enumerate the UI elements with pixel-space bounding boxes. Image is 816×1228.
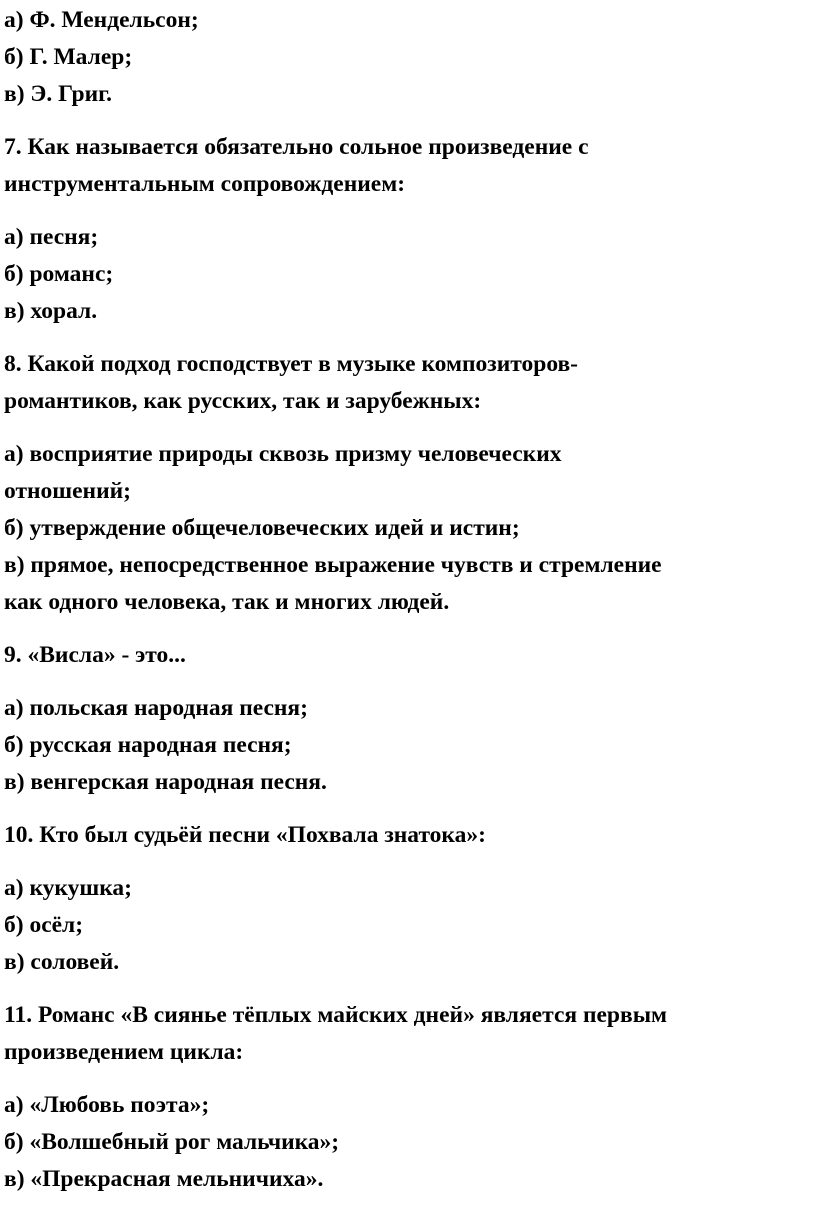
q7-option-b: б) романс; — [4, 261, 114, 287]
q8-option-a-line-2: отношений; — [4, 478, 131, 504]
q10-option-c: в) соловей. — [4, 949, 120, 975]
q11-question-line-2: произведением цикла: — [4, 1039, 244, 1065]
q10-option-a: а) кукушка; — [4, 875, 132, 901]
q7-question-line-2: инструментальным сопровождением: — [4, 171, 406, 197]
q9-option-c: в) венгерская народная песня. — [4, 769, 327, 795]
q9-option-b: б) русская народная песня; — [4, 732, 292, 758]
q6-option-c: в) Э. Григ. — [4, 81, 113, 107]
q8-option-c-line-2: как одного человека, так и многих людей. — [4, 589, 450, 615]
q6-option-a: а) Ф. Мендельсон; — [4, 7, 199, 33]
q11-option-c: в) «Прекрасная мельничиха». — [4, 1166, 324, 1192]
q7-option-c: в) хорал. — [4, 298, 98, 324]
q6-option-b: б) Г. Малер; — [4, 44, 133, 70]
q11-question-line-1: 11. Романс «В сиянье тёплых майских дней» является первым — [4, 1002, 668, 1028]
q11-option-b: б) «Волшебный рог мальчика»; — [4, 1129, 340, 1155]
q7-question-line-1: 7. Как называется обязательно сольное произведение с — [4, 134, 589, 160]
q8-option-b: б) утверждение общечеловеческих идей и истин; — [4, 515, 520, 541]
q10-option-b: б) осёл; — [4, 912, 84, 938]
q10-question: 10. Кто был судьёй песни «Похвала знатока»: — [4, 822, 486, 848]
q9-question: 9. «Висла» - это... — [4, 642, 186, 668]
q8-question-line-2: романтиков, как русских, так и зарубежных: — [4, 388, 482, 414]
q11-option-a: а) «Любовь поэта»; — [4, 1092, 210, 1118]
q8-question-line-1: 8. Какой подход господствует в музыке композиторов- — [4, 351, 578, 377]
q8-option-c-line-1: в) прямое, непосредственное выражение чувств и стремление — [4, 552, 662, 578]
q8-option-a-line-1: а) восприятие природы сквозь призму человеческих — [4, 441, 562, 467]
q9-option-a: а) польская народная песня; — [4, 695, 308, 721]
q7-option-a: а) песня; — [4, 224, 99, 250]
